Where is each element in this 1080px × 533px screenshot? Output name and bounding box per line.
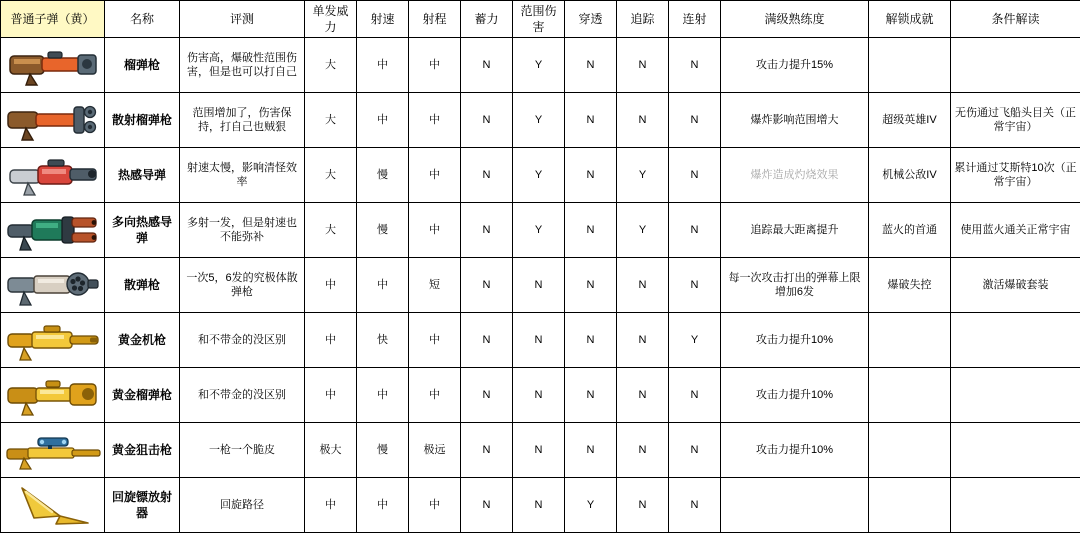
- weapon-review: 回旋路径: [180, 478, 305, 533]
- weapon-mastery: 爆炸影响范围增大: [721, 93, 869, 148]
- weapon-fire-rate: 慢: [357, 423, 409, 478]
- weapon-charge: N: [461, 38, 513, 93]
- weapon-tracking: N: [617, 423, 669, 478]
- weapon-name: 黄金狙击枪: [105, 423, 180, 478]
- weapon-tracking: Y: [617, 203, 669, 258]
- weapon-name: 散射榴弹枪: [105, 93, 180, 148]
- weapon-tracking: N: [617, 313, 669, 368]
- weapon-mastery: 攻击力提升10%: [721, 313, 869, 368]
- table-body: [1, 38, 1080, 533]
- weapon-tracking: N: [617, 368, 669, 423]
- weapon-name: 热感导弹: [105, 148, 180, 203]
- weapon-achievement: [869, 38, 951, 93]
- weapon-range: 中: [409, 203, 461, 258]
- weapon-pierce: N: [565, 423, 617, 478]
- weapon-mastery: [721, 478, 869, 533]
- weapon-area-damage: N: [513, 423, 565, 478]
- weapon-charge: N: [461, 148, 513, 203]
- weapon-condition: [951, 478, 1080, 533]
- header-pierce: 穿透: [565, 1, 617, 38]
- weapon-charge: N: [461, 423, 513, 478]
- table-row: [1, 203, 1080, 258]
- multi-heat-missile-launcher-icon: [4, 207, 104, 253]
- weapon-area-damage: N: [513, 478, 565, 533]
- weapon-area-damage: N: [513, 258, 565, 313]
- weapon-power: 大: [305, 148, 357, 203]
- weapon-charge: N: [461, 313, 513, 368]
- gold-sniper-rifle-icon: [4, 427, 104, 473]
- weapon-tracking: N: [617, 38, 669, 93]
- weapon-image-cell: [1, 313, 105, 368]
- gold-machine-gun-icon: [4, 317, 104, 363]
- weapon-name: 黄金机枪: [105, 313, 180, 368]
- weapon-image-cell: [1, 368, 105, 423]
- weapon-achievement: [869, 368, 951, 423]
- weapon-tracking: N: [617, 93, 669, 148]
- weapon-fire-rate: 中: [357, 368, 409, 423]
- weapon-mastery: 攻击力提升15%: [721, 38, 869, 93]
- weapon-area-damage: Y: [513, 148, 565, 203]
- weapon-name: 榴弹枪: [105, 38, 180, 93]
- weapon-tracking: N: [617, 258, 669, 313]
- weapon-review: 范围增加了，伤害保持，打自己也贼狠: [180, 93, 305, 148]
- weapon-image-cell: [1, 478, 105, 533]
- weapon-review: 一次5，6发的究极体散弹枪: [180, 258, 305, 313]
- weapon-condition: 使用蓝火通关正常宇宙: [951, 203, 1080, 258]
- weapon-condition: 无伤通过飞船头目关（正常宇宙）: [951, 93, 1080, 148]
- weapon-range: 极远: [409, 423, 461, 478]
- table-row: [1, 478, 1080, 533]
- header-name: 名称: [105, 1, 180, 38]
- header-max-mastery: 满级熟练度: [721, 1, 869, 38]
- weapon-condition: 累计通过艾斯特10次（正常宇宙）: [951, 148, 1080, 203]
- weapon-burst: N: [669, 93, 721, 148]
- weapon-area-damage: Y: [513, 38, 565, 93]
- weapon-condition: [951, 313, 1080, 368]
- weapon-review: 伤害高，爆破性范围伤害，但是也可以打自己: [180, 38, 305, 93]
- weapon-area-damage: N: [513, 313, 565, 368]
- weapon-review: 和不带金的没区别: [180, 368, 305, 423]
- weapon-range: 中: [409, 38, 461, 93]
- weapon-range: 中: [409, 148, 461, 203]
- table-row: [1, 258, 1080, 313]
- heat-missile-launcher-icon: [4, 152, 104, 198]
- weapon-mastery: 追踪最大距离提升: [721, 203, 869, 258]
- weapon-range: 中: [409, 478, 461, 533]
- weapon-achievement: [869, 423, 951, 478]
- weapon-pierce: N: [565, 368, 617, 423]
- weapon-condition: [951, 423, 1080, 478]
- spread-grenade-launcher-icon: [4, 97, 104, 143]
- weapon-pierce: N: [565, 38, 617, 93]
- weapon-achievement: [869, 313, 951, 368]
- weapon-tracking: N: [617, 478, 669, 533]
- weapon-name: 多向热感导弹: [105, 203, 180, 258]
- weapon-achievement: 机械公敌IV: [869, 148, 951, 203]
- weapon-charge: N: [461, 258, 513, 313]
- weapon-review: 多射一发，但是射速也不能弥补: [180, 203, 305, 258]
- weapon-pierce: N: [565, 203, 617, 258]
- header-fire-rate: 射速: [357, 1, 409, 38]
- weapon-burst: N: [669, 38, 721, 93]
- weapon-pierce: N: [565, 313, 617, 368]
- weapon-image-cell: [1, 148, 105, 203]
- header-achievement: 解锁成就: [869, 1, 951, 38]
- weapon-image-cell: [1, 38, 105, 93]
- weapon-fire-rate: 中: [357, 258, 409, 313]
- weapon-fire-rate: 快: [357, 313, 409, 368]
- table-row: [1, 148, 1080, 203]
- header-charge: 蓄力: [461, 1, 513, 38]
- weapon-charge: N: [461, 368, 513, 423]
- weapon-range: 中: [409, 93, 461, 148]
- weapon-pierce: N: [565, 148, 617, 203]
- weapon-power: 中: [305, 368, 357, 423]
- weapon-power: 大: [305, 93, 357, 148]
- header-review: 评测: [180, 1, 305, 38]
- weapon-tracking: Y: [617, 148, 669, 203]
- weapon-mastery: 攻击力提升10%: [721, 368, 869, 423]
- weapon-range: 中: [409, 368, 461, 423]
- weapon-mastery: 每一次攻击打出的弹幕上限增加6发: [721, 258, 869, 313]
- weapon-image-cell: [1, 258, 105, 313]
- weapon-area-damage: Y: [513, 93, 565, 148]
- weapon-area-damage: Y: [513, 203, 565, 258]
- header-power: 单发威力: [305, 1, 357, 38]
- weapon-fire-rate: 中: [357, 478, 409, 533]
- table-row: [1, 38, 1080, 93]
- header-condition: 条件解读: [951, 1, 1080, 38]
- header-burst: 连射: [669, 1, 721, 38]
- weapon-area-damage: N: [513, 368, 565, 423]
- weapon-condition: 激活爆破套装: [951, 258, 1080, 313]
- weapon-power: 中: [305, 258, 357, 313]
- weapon-charge: N: [461, 203, 513, 258]
- weapon-range: 短: [409, 258, 461, 313]
- weapon-fire-rate: 中: [357, 93, 409, 148]
- weapon-condition: [951, 368, 1080, 423]
- weapon-power: 极大: [305, 423, 357, 478]
- table-row: [1, 368, 1080, 423]
- weapon-power: 中: [305, 478, 357, 533]
- header-tracking: 追踪: [617, 1, 669, 38]
- weapon-achievement: [869, 478, 951, 533]
- weapon-fire-rate: 慢: [357, 148, 409, 203]
- weapon-charge: N: [461, 93, 513, 148]
- weapon-name: 散弹枪: [105, 258, 180, 313]
- weapon-name: 回旋镖放射器: [105, 478, 180, 533]
- weapon-image-cell: [1, 203, 105, 258]
- weapon-fire-rate: 中: [357, 38, 409, 93]
- grenade-launcher-icon: [4, 42, 104, 88]
- weapon-power: 中: [305, 313, 357, 368]
- gold-grenade-launcher-icon: [4, 372, 104, 418]
- weapon-mastery: 爆炸造成灼烧效果: [721, 148, 869, 203]
- weapon-burst: N: [669, 423, 721, 478]
- weapon-burst: N: [669, 203, 721, 258]
- weapon-review: 射速太慢，影响清怪效率: [180, 148, 305, 203]
- weapon-achievement: 爆破失控: [869, 258, 951, 313]
- weapon-image-cell: [1, 423, 105, 478]
- table-header: [1, 1, 1080, 38]
- weapon-name: 黄金榴弹枪: [105, 368, 180, 423]
- weapon-mastery: 攻击力提升10%: [721, 423, 869, 478]
- boomerang-launcher-icon: [4, 482, 104, 528]
- weapon-review: 和不带金的没区别: [180, 313, 305, 368]
- weapon-pierce: N: [565, 258, 617, 313]
- header-area-damage: 范围伤害: [513, 1, 565, 38]
- weapon-range: 中: [409, 313, 461, 368]
- table-row: [1, 93, 1080, 148]
- table-header-row: [1, 1, 1080, 38]
- weapon-charge: N: [461, 478, 513, 533]
- weapon-achievement: 蓝火的首通: [869, 203, 951, 258]
- weapon-burst: N: [669, 478, 721, 533]
- weapon-achievement: 超级英雄IV: [869, 93, 951, 148]
- weapon-burst: N: [669, 258, 721, 313]
- weapon-burst: N: [669, 148, 721, 203]
- table-row: [1, 423, 1080, 478]
- weapon-power: 大: [305, 203, 357, 258]
- weapon-burst: N: [669, 368, 721, 423]
- weapon-fire-rate: 慢: [357, 203, 409, 258]
- weapon-review: 一枪一个脆皮: [180, 423, 305, 478]
- weapon-pierce: Y: [565, 478, 617, 533]
- header-bullet-type: 普通子弹（黄）: [1, 1, 105, 38]
- weapon-burst: Y: [669, 313, 721, 368]
- weapon-image-cell: [1, 93, 105, 148]
- weapon-pierce: N: [565, 93, 617, 148]
- shotgun-icon: [4, 262, 104, 308]
- weapon-condition: [951, 38, 1080, 93]
- table-row: [1, 313, 1080, 368]
- weapon-power: 大: [305, 38, 357, 93]
- header-range: 射程: [409, 1, 461, 38]
